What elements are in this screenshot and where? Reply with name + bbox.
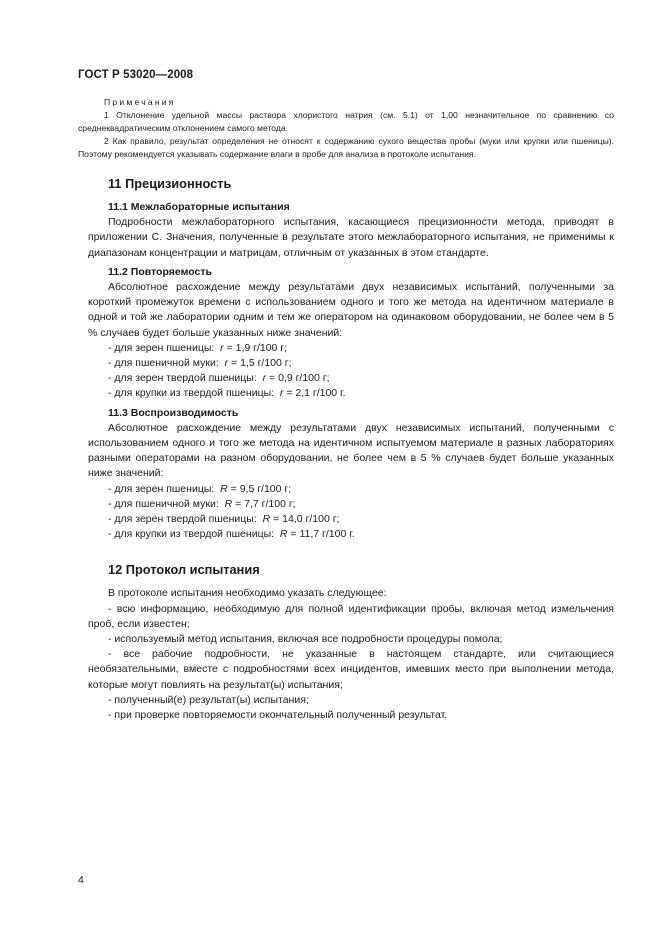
paragraph: Абсолютное расхождение между результатами двух независимых испытаний, полученными за короткий промежуток времени с использованием одного и того же метода на идентичном материале в одной и той же лаборатории одним и тем же оператором на одинаковом оборудовании, не более чем в 5 % случаев будет больше указанных ниже значений: (88, 281, 614, 339)
page-number: 4 (78, 874, 84, 886)
document-header: ГОСТ Р 53020—2008 (78, 69, 194, 81)
list-item: - для зерен пшеницы: R = 9,5 г/100 г; (108, 482, 292, 495)
subsection-11-1-heading: 11.1 Межлабораторные испытания (108, 201, 290, 213)
list-item: - при проверке повторяемости окончательный полученный результат. (108, 709, 448, 722)
list-item: - для крупки из твердой пшеницы: r = 2,1 г/100 г. (108, 387, 346, 400)
list-item: - для зерен твердой пшеницы: r = 0,9 г/100 г; (108, 372, 330, 385)
list-item: - все рабочие подробности, не указанные в настоящем стандарте, или считающиеся необязательными, вместе с подробностями всех инцидентов, имевших место при выполнении метода, которые могут повлиять на результат(ы) испытания; (88, 648, 614, 691)
section-12-heading: 12 Протокол испытания (108, 562, 260, 578)
list-item: - для пшеничной муки: R = 7,7 г/100 г; (108, 497, 296, 510)
note-item: 2 Как правило, результат определения не относят к содержанию сухого вещества пробы (муки или крупки или пшеницы). Поэтому рекомендуется указывать содержание влаги в пробе для анализа в протоколе испытания. (78, 136, 614, 159)
notes-block (78, 96, 614, 161)
subsection-11-2-heading: 11.2 Повторяемость (108, 265, 212, 278)
subsection-11-3-heading: 11.3 Воспроизводимость (108, 406, 239, 419)
section-11-heading: 11 Прецизионность (108, 176, 232, 191)
note-item: 1 Отклонение удельной массы раствора хлористого натрия (см. 5.1) от 1,00 незначительное по сравнению со среднеквадратическим отклонением самого метода. (78, 110, 614, 133)
list-item: - для пшеничной муки: r = 1,5 г/100 г; (108, 357, 292, 370)
paragraph: Подробности межлабораторного испытания, касающиеся прецизионности метода, приводят в приложении С. Значения, полученные в результате этого межлабораторного испытания, не применимы к диапазонам концентрации и матрицам, отличным от указанных в этом стандарте. (88, 216, 614, 259)
paragraph: В протоколе испытания необходимо указать следующее: (108, 587, 387, 600)
list-item: - полученный(е) результат(ы) испытания; (108, 693, 309, 706)
list-item: - всю информацию, необходимую для полной идентификации пробы, включая метод измельчения проб, если известен; (88, 602, 614, 630)
list-item: - для зерен твердой пшеницы: R = 14,0 г/100 г; (108, 513, 340, 526)
main-content (88, 176, 614, 723)
paragraph: Абсолютное расхождение между результатами двух независимых испытаний, полученными с использованием одного и того же метода на идентичном испытуемом материале в разных лабораториях разными операторами на разном оборудовании, не более чем в 5 % случаев будет больше указанных ниже значений: (88, 421, 614, 480)
list-item: - для крупки из твердой пшеницы: R = 11,7 г/100 г. (108, 528, 355, 541)
list-item: - используемый метод испытания, включая все подробности процедуры помола; (108, 633, 503, 646)
notes-title: Примечания (104, 97, 176, 107)
list-item: - для зерен пшеницы: r = 1,9 г/100 г; (108, 341, 288, 354)
